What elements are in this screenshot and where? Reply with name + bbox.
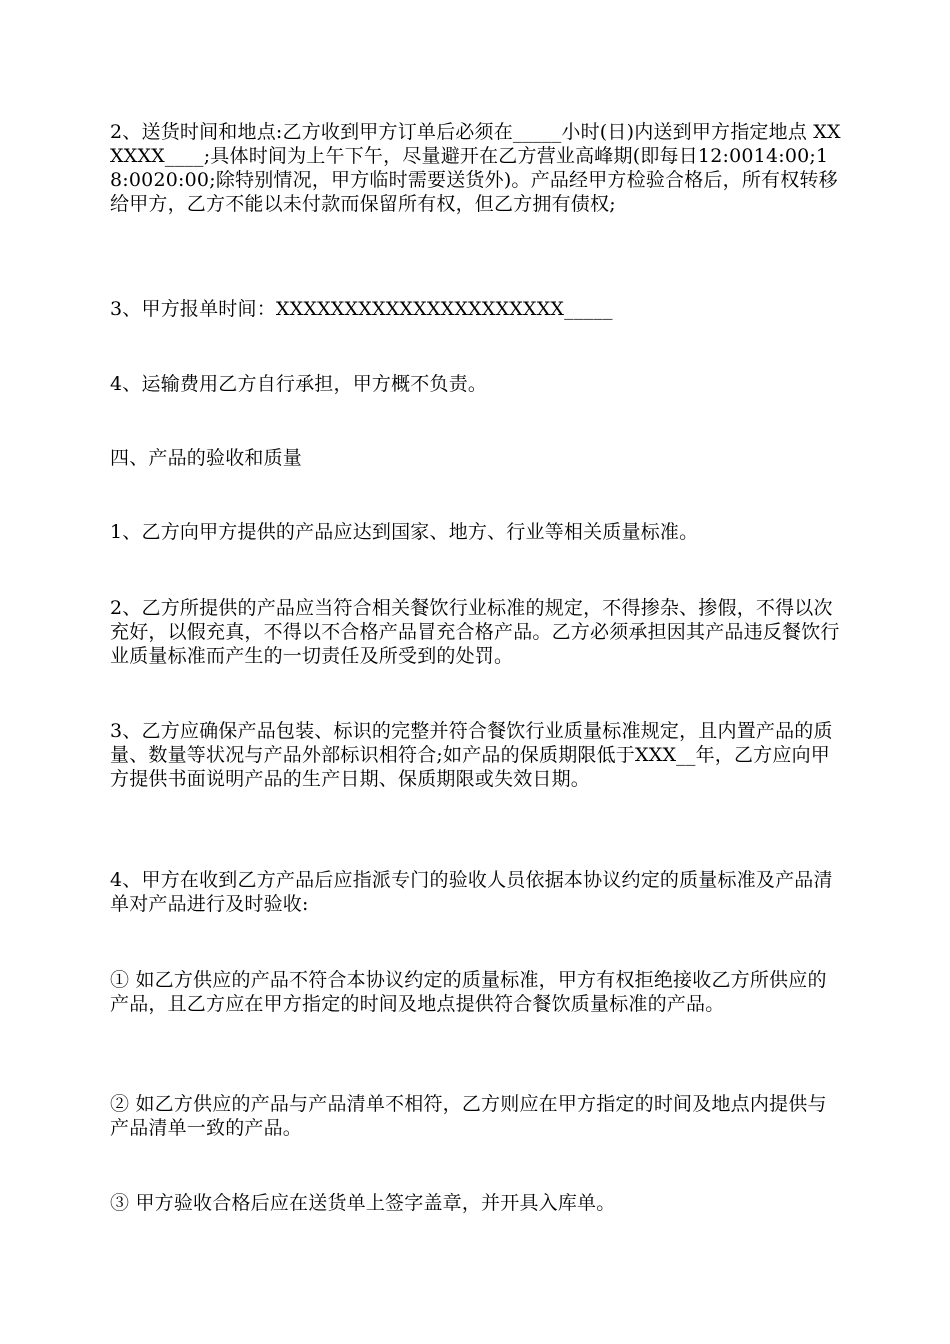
section-heading-acceptance-quality: 四、产品的验收和质量: [110, 447, 303, 469]
paragraph-transport-cost: 4、运输费用乙方自行承担，甲方概不负责。: [110, 373, 488, 395]
list-item-nonconforming-products: ① 如乙方供应的产品不符合本协议约定的质量标准，甲方有权拒绝接收乙方所供应的产品，且乙方应在甲方指定的时间及地点提供符合餐饮质量标准的产品。: [110, 969, 827, 1015]
list-item-mismatched-products: ② 如乙方供应的产品与产品清单不相符，乙方则应在甲方指定的时间及地点内提供与产品清单一致的产品。: [110, 1093, 827, 1139]
paragraph-industry-standards: 2、乙方所提供的产品应当符合相关餐饮行业标准的规定，不得掺杂、掺假，不得以次充好，以假充真，不得以不合格产品冒充合格产品。乙方必须承担因其产品违反餐饮行业质量标准而产生的一切责任及所受到的处罚。: [110, 597, 840, 667]
list-item-acceptance-signature: ③ 甲方验收合格后应在送货单上签字盖章，并开具入库单。: [110, 1192, 616, 1214]
paragraph-order-time: 3、甲方报单时间：XXXXXXXXXXXXXXXXXXXXX_____: [110, 298, 613, 320]
paragraph-quality-standards: 1、乙方向甲方提供的产品应达到国家、地方、行业等相关质量标准。: [110, 521, 699, 543]
paragraph-inspection: 4、甲方在收到乙方产品后应指派专门的验收人员依据本协议约定的质量标准及产品清单对产品进行及时验收:: [110, 869, 833, 915]
paragraph-packaging-labeling: 3、乙方应确保产品包装、标识的完整并符合餐饮行业质量标准规定，且内置产品的质量、数量等状况与产品外部标识相符合;如产品的保质期限低于XXX__年，乙方应向甲方提供书面说明产品的生产日期、保质期限或失效日期。: [110, 720, 833, 790]
paragraph-delivery-time-location: 2、送货时间和地点:乙方收到甲方订单后必须在_____小时(日)内送到甲方指定地点 XXXXXX____;具体时间为上午下午，尽量避开在乙方营业高峰期(即每日12:0014:00;18:0020:00;除特别情况，甲方临时需要送货外)。产品经甲方检验合格后，所有权转移给甲方，乙方不能以未付款而保留所有权，但乙方拥有债权;: [110, 121, 841, 215]
